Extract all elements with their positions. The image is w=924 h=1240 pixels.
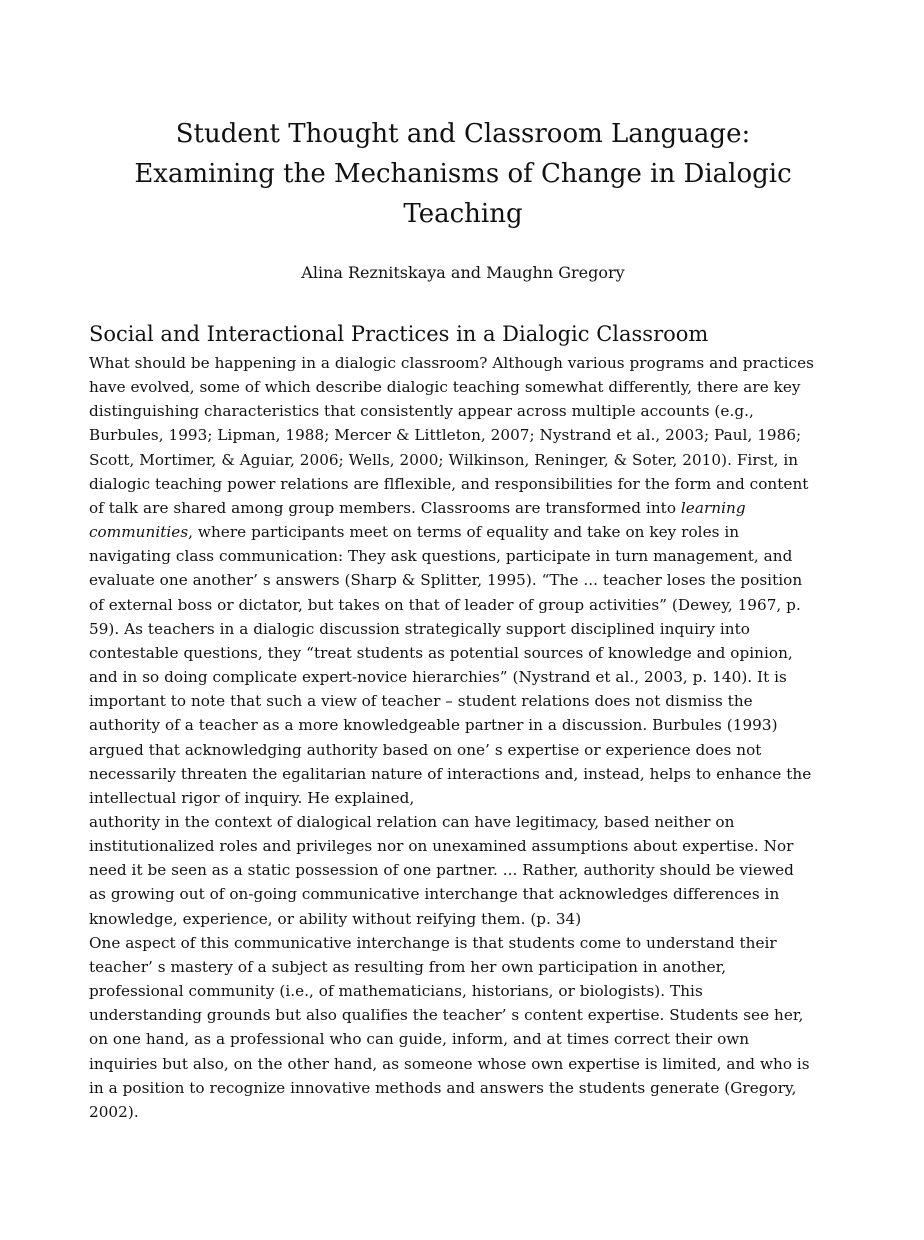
- text-line: of external boss or dictator, but takes on that of leader of group activities” (Dewey, 1967, p.: [89, 595, 801, 614]
- emphasis-term: communities: [89, 523, 189, 542]
- text-line: teacher’ s mastery of a subject as resulting from her own participation in another,: [89, 957, 727, 976]
- text-line: important to note that such a view of teacher – student relations does not dismiss the: [89, 692, 753, 711]
- text-line: navigating class communication: They ask questions, participate in turn management, and: [89, 547, 793, 566]
- text-line: professional community (i.e., of mathematicians, historians, or biologists). This: [89, 982, 703, 1001]
- text-line: on one hand, as a professional who can guide, inform, and at times correct their own: [89, 1030, 750, 1049]
- paper-title: [90, 114, 836, 234]
- title-line: Examining the Mechanisms of Change in Dialogic: [134, 159, 792, 189]
- text-line: dialogic teaching power relations are flflexible, and responsibilities for the form and content: [89, 474, 809, 493]
- text-line: 59). As teachers in a dialogic discussion strategically support disciplined inquiry into: [89, 619, 750, 638]
- text-line: understanding grounds but also qualifies the teacher’ s content expertise. Students see her,: [89, 1006, 804, 1025]
- text-line: have evolved, some of which describe dialogic teaching somewhat differently, there are key: [89, 378, 801, 397]
- quote-line: authority in the context of dialogical relation can have legitimacy, based neither on: [89, 812, 735, 831]
- text-line: inquiries but also, on the other hand, as someone whose own expertise is limited, and who is: [89, 1054, 810, 1073]
- text-line: in a position to recognize innovative methods and answers the students generate (Gregory,: [89, 1078, 797, 1097]
- text-line: distinguishing characteristics that consistently appear across multiple accounts (e.g.,: [89, 402, 754, 421]
- author-line: Alina Reznitskaya and Maughn Gregory: [301, 263, 625, 282]
- quote-line: as growing out of on-going communicative interchange that acknowledges differences in: [89, 885, 780, 904]
- text-line: One aspect of this communicative interchange is that students come to understand their: [89, 933, 777, 952]
- text-line: Burbules, 1993; Lipman, 1988; Mercer & Littleton, 2007; Nystrand et al., 2003; Paul, 1986;: [89, 426, 802, 445]
- text-line: necessarily threaten the egalitarian nature of interactions and, instead, helps to enhance the: [89, 764, 812, 783]
- text-line: evaluate one another’ s answers (Sharp & Splitter, 1995). “The ... teacher loses the position: [89, 571, 803, 590]
- quote-line: need it be seen as a static possession of one partner. ... Rather, authority should be viewed: [89, 861, 794, 880]
- text-segment: , where participants meet on terms of equality and take on key roles in: [188, 523, 740, 542]
- text-line: What should be happening in a dialogic classroom? Although various programs and practices: [89, 354, 814, 372]
- text-line: 2002).: [89, 1102, 139, 1121]
- quote-line: knowledge, experience, or ability without reifying them. (p. 34): [89, 909, 582, 928]
- text-line: authority of a teacher as a more knowledgeable partner in a discussion. Burbules (1993): [89, 716, 778, 735]
- text-line: and in so doing complicate expert-novice hierarchies” (Nystrand et al., 2003, p. 140). It is: [89, 668, 787, 687]
- title-line: Teaching: [403, 199, 523, 229]
- emphasis-term: learning: [680, 498, 746, 517]
- text-line: argued that acknowledging authority based on one’ s expertise or experience does not: [89, 740, 762, 759]
- quote-line: institutionalized roles and privileges nor on unexamined assumptions about expertise. Nor: [89, 837, 794, 856]
- text-line: contestable questions, they “treat students as potential sources of knowledge and opinion,: [89, 643, 793, 662]
- text-line: Scott, Mortimer, & Aguiar, 2006; Wells, 2000; Wilkinson, Reninger, & Soter, 2010). First, in: [89, 450, 799, 469]
- text-line: [89, 496, 849, 520]
- text-line: [89, 520, 849, 544]
- text-line: intellectual rigor of inquiry. He explained,: [89, 788, 415, 807]
- title-line: Student Thought and Classroom Language:: [175, 119, 751, 149]
- text-segment: of talk are shared among group members. Classrooms are transformed into: [89, 498, 681, 517]
- body-text: [89, 351, 849, 1124]
- section-heading: Social and Interactional Practices in a Dialogic Classroom: [89, 322, 709, 346]
